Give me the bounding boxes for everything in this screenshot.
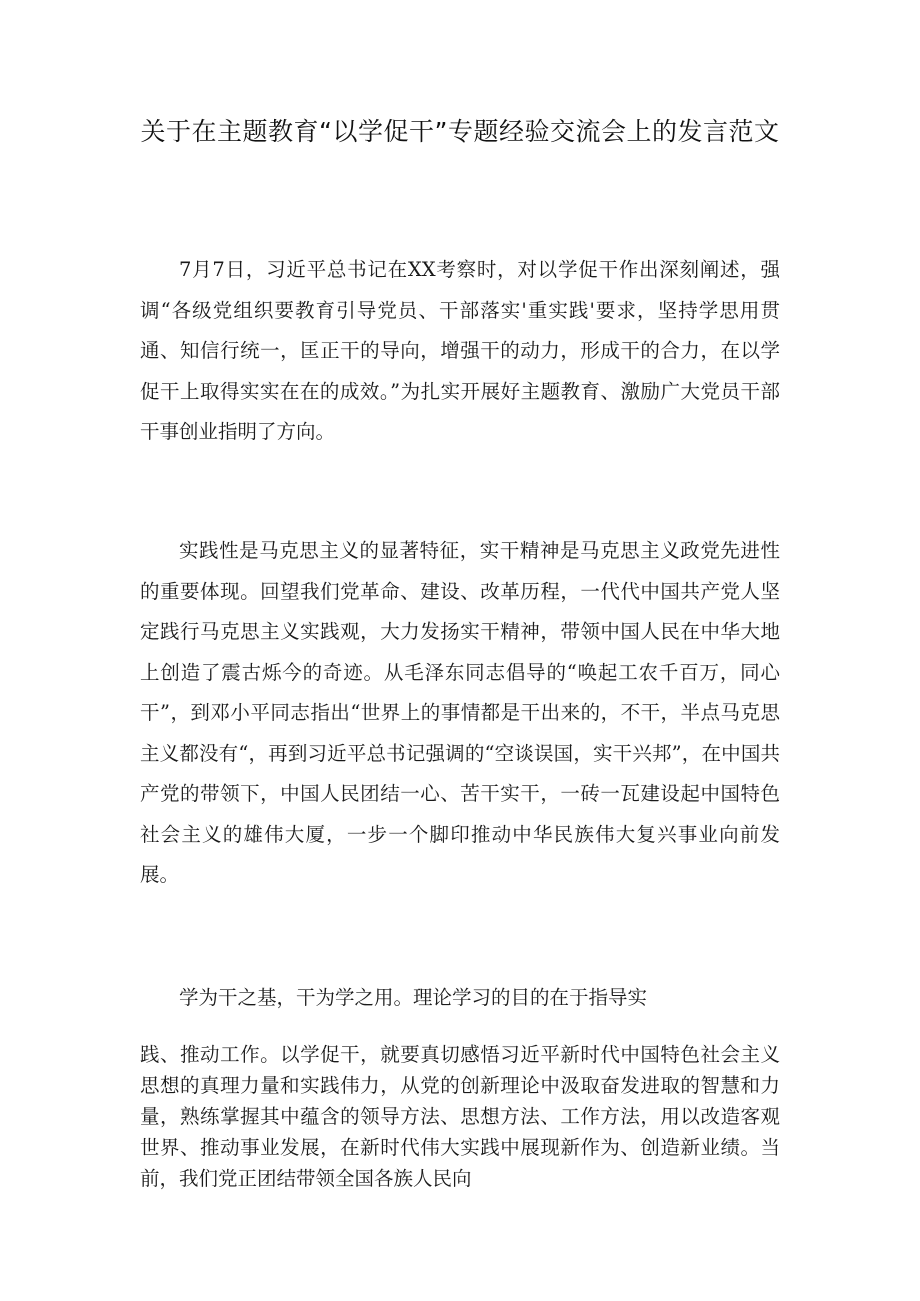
paragraph-2: 实践性是马克思主义的显著特征，实干精神是马克思主义政党先进性的重要体现。回望我们党革命、建设、改革历程，一代代中国共产党人坚定践行马克思主义实践观，大力发扬实干精神，带领中国人民在中华大地上创造了震古烁今的奇迹。从毛泽东同志倡导的“唤起工农千百万，同心干”，到邓小平同志指出“世界上的事情都是干出来的，不干，半点马克思主义都没有“，再到习近平总书记强调的“空谈误国，实干兴邦”，在中国共产党的带领下，中国人民团结一心、苦干实干，一砖一瓦建设起中国特色社会主义的雄伟大厦，一步一个脚印推动中华民族伟大复兴事业向前发展。 [140,539,780,886]
paragraph-1: 7月7日，习近平总书记在XX考察时，对以学促干作出深刻阐述，强调“各级党组织要教育引导党员、干部落实'重实践'要求，坚持学思用贯通、知信行统一，匡正干的导向，增强干的动力，形成干的合力，在以学促干上取得实实在在的成效。”为扎实开展好主题教育、激励广大党员干部干事创业指明了方向。 [140,258,780,443]
paragraph-4: 践、推动工作。以学促干，就要真切感悟习近平新时代中国特色社会主义思想的真理力量和实践伟力，从党的创新理论中汲取奋发进取的智慧和力量，熟练掌握其中蕴含的领导方法、思想方法、工作方法，用以改造客观世界、推动事业发展，在新时代伟大实践中展现新作为、创造新业绩。当前，我们党正团结带领全国各族人民向 [140,1043,780,1190]
paragraph-3: 学为干之基，干为学之用。理论学习的目的在于指导实 [179,986,648,1009]
document-title: 关于在主题教育“以学促干”专题经验交流会上的发言范文 [140,117,780,146]
